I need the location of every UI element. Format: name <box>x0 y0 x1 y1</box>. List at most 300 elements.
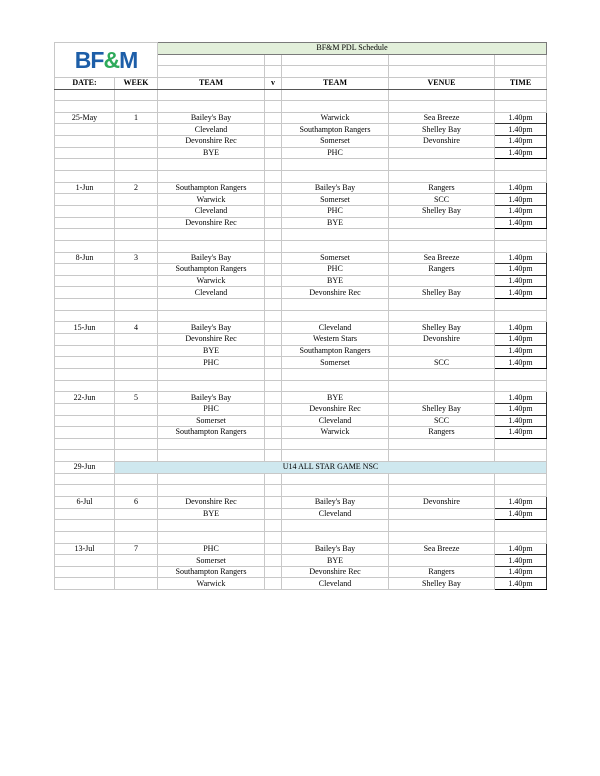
empty-cell <box>115 334 158 346</box>
empty-cell <box>389 159 495 171</box>
empty-cell <box>265 520 282 532</box>
date-cell: 8-Jun <box>55 252 115 264</box>
kickoff-time: 1.40pm <box>495 287 547 299</box>
empty-cell <box>389 229 495 241</box>
empty-cell <box>265 101 282 113</box>
away-team: PHC <box>282 205 389 217</box>
empty-cell <box>158 299 265 311</box>
spacer-row <box>55 520 547 532</box>
empty-cell <box>158 89 265 101</box>
fixture-row <box>55 205 547 217</box>
home-team: BYE <box>158 345 265 357</box>
empty-cell <box>389 310 495 322</box>
away-team: BYE <box>282 392 389 404</box>
kickoff-time: 1.40pm <box>495 566 547 578</box>
kickoff-time: 1.40pm <box>495 357 547 369</box>
away-team: Bailey's Bay <box>282 182 389 194</box>
versus-cell <box>265 427 282 439</box>
empty-cell <box>495 299 547 311</box>
empty-cell <box>55 147 115 159</box>
empty-cell <box>55 240 115 252</box>
versus-cell <box>265 322 282 334</box>
venue: Rangers <box>389 566 495 578</box>
empty-cell <box>158 473 265 485</box>
empty-cell <box>115 194 158 206</box>
kickoff-time: 1.40pm <box>495 578 547 590</box>
venue: Shelley Bay <box>389 287 495 299</box>
empty-cell <box>115 345 158 357</box>
home-team: Somerset <box>158 555 265 567</box>
away-team: Warwick <box>282 427 389 439</box>
empty-cell <box>115 566 158 578</box>
versus-cell <box>265 403 282 415</box>
empty-cell <box>55 89 115 101</box>
venue: Devonshire <box>389 136 495 148</box>
fixture-row <box>55 136 547 148</box>
empty-cell <box>282 368 389 380</box>
away-team: BYE <box>282 555 389 567</box>
empty-cell <box>115 438 158 450</box>
spacer-row <box>55 450 547 462</box>
versus-cell <box>265 136 282 148</box>
venue: Shelley Bay <box>389 403 495 415</box>
away-team: Cleveland <box>282 415 389 427</box>
fixture-row <box>55 217 547 229</box>
empty-cell <box>115 217 158 229</box>
empty-cell <box>55 101 115 113</box>
empty-cell <box>495 310 547 322</box>
empty-cell <box>389 368 495 380</box>
empty-cell <box>282 473 389 485</box>
home-team: Bailey's Bay <box>158 392 265 404</box>
empty-cell <box>158 310 265 322</box>
home-team: Bailey's Bay <box>158 322 265 334</box>
empty-cell <box>55 287 115 299</box>
empty-cell <box>389 520 495 532</box>
empty-cell <box>115 555 158 567</box>
away-team: PHC <box>282 264 389 276</box>
fixture-row <box>55 194 547 206</box>
empty-cell <box>282 229 389 241</box>
header-team-home: TEAM <box>158 77 265 89</box>
empty-cell <box>158 240 265 252</box>
empty-cell <box>115 415 158 427</box>
kickoff-time: 1.40pm <box>495 496 547 508</box>
kickoff-time: 1.40pm <box>495 136 547 148</box>
fixture-row <box>55 566 547 578</box>
kickoff-time: 1.40pm <box>495 415 547 427</box>
empty-cell <box>158 450 265 462</box>
away-team: Southampton Rangers <box>282 345 389 357</box>
empty-cell <box>115 380 158 392</box>
empty-cell <box>282 520 389 532</box>
spacer-row <box>55 89 547 101</box>
spacer-row <box>55 240 547 252</box>
fixture-row <box>55 182 547 194</box>
date-cell: 13-Jul <box>55 543 115 555</box>
spacer-row <box>55 485 547 497</box>
empty-cell <box>265 171 282 183</box>
versus-cell <box>265 112 282 124</box>
week-number: 4 <box>115 322 158 334</box>
week-number: 1 <box>115 112 158 124</box>
versus-cell <box>265 543 282 555</box>
empty-cell <box>158 485 265 497</box>
empty-cell <box>265 438 282 450</box>
spacer-row <box>55 101 547 113</box>
kickoff-time: 1.40pm <box>495 217 547 229</box>
kickoff-time: 1.40pm <box>495 322 547 334</box>
empty-cell <box>55 427 115 439</box>
kickoff-time: 1.40pm <box>495 264 547 276</box>
venue <box>389 345 495 357</box>
versus-cell <box>265 264 282 276</box>
home-team: PHC <box>158 357 265 369</box>
fixture-row <box>55 112 547 124</box>
empty-cell <box>389 171 495 183</box>
empty-cell <box>282 438 389 450</box>
versus-cell <box>265 194 282 206</box>
spacer-row <box>55 171 547 183</box>
home-team: Somerset <box>158 415 265 427</box>
schedule-sheet <box>54 42 546 590</box>
empty-cell <box>389 438 495 450</box>
empty-cell <box>115 89 158 101</box>
empty-cell <box>55 136 115 148</box>
home-team: Southampton Rangers <box>158 264 265 276</box>
kickoff-time: 1.40pm <box>495 205 547 217</box>
away-team: Southampton Rangers <box>282 124 389 136</box>
empty-cell <box>265 450 282 462</box>
fixture-row <box>55 543 547 555</box>
versus-cell <box>265 287 282 299</box>
versus-cell <box>265 147 282 159</box>
venue: Rangers <box>389 427 495 439</box>
fixture-row <box>55 334 547 346</box>
empty-cell <box>389 380 495 392</box>
versus-cell <box>265 508 282 520</box>
empty-cell <box>158 531 265 543</box>
empty-cell <box>495 101 547 113</box>
venue: Rangers <box>389 182 495 194</box>
home-team: Warwick <box>158 275 265 287</box>
header-week: WEEK <box>115 77 158 89</box>
kickoff-time: 1.40pm <box>495 403 547 415</box>
away-team: Devonshire Rec <box>282 287 389 299</box>
venue: Sea Breeze <box>389 112 495 124</box>
spacer-row <box>55 299 547 311</box>
bfm-logo: BF&M <box>74 46 138 73</box>
empty-cell <box>265 240 282 252</box>
date-cell: 6-Jul <box>55 496 115 508</box>
away-team: Somerset <box>282 136 389 148</box>
empty-cell <box>495 240 547 252</box>
home-team: Devonshire Rec <box>158 217 265 229</box>
away-team: Bailey's Bay <box>282 543 389 555</box>
away-team: Somerset <box>282 194 389 206</box>
empty-cell <box>115 287 158 299</box>
empty-cell <box>55 217 115 229</box>
kickoff-time: 1.40pm <box>495 543 547 555</box>
empty-cell <box>55 194 115 206</box>
fixture-row <box>55 427 547 439</box>
empty-cell <box>282 240 389 252</box>
empty-cell <box>265 380 282 392</box>
spacer-row <box>55 310 547 322</box>
kickoff-time: 1.40pm <box>495 182 547 194</box>
empty-cell <box>115 485 158 497</box>
empty-cell <box>389 473 495 485</box>
empty-cell <box>495 229 547 241</box>
empty-cell <box>55 566 115 578</box>
header-date: DATE: <box>55 77 115 89</box>
empty-cell <box>115 368 158 380</box>
venue: SCC <box>389 194 495 206</box>
versus-cell <box>265 217 282 229</box>
empty-cell <box>55 275 115 287</box>
empty-cell <box>265 531 282 543</box>
empty-cell <box>265 310 282 322</box>
date-cell: 15-Jun <box>55 322 115 334</box>
kickoff-time: 1.40pm <box>495 194 547 206</box>
away-team: Devonshire Rec <box>282 566 389 578</box>
venue: Devonshire <box>389 496 495 508</box>
empty-cell <box>55 124 115 136</box>
fixture-row <box>55 322 547 334</box>
week-number: 7 <box>115 543 158 555</box>
week-number: 6 <box>115 496 158 508</box>
kickoff-time: 1.40pm <box>495 124 547 136</box>
fixture-row <box>55 345 547 357</box>
home-team: Warwick <box>158 194 265 206</box>
away-team: Devonshire Rec <box>282 403 389 415</box>
kickoff-time: 1.40pm <box>495 252 547 264</box>
empty-cell <box>55 473 115 485</box>
spacer-row <box>55 368 547 380</box>
empty-cell <box>55 171 115 183</box>
empty-cell <box>158 520 265 532</box>
versus-cell <box>265 252 282 264</box>
venue <box>389 508 495 520</box>
empty-cell <box>265 229 282 241</box>
fixture-row <box>55 264 547 276</box>
home-team: Warwick <box>158 578 265 590</box>
header-versus: v <box>265 77 282 89</box>
empty-cell <box>55 450 115 462</box>
away-team: PHC <box>282 147 389 159</box>
empty-cell <box>495 89 547 101</box>
empty-cell <box>55 520 115 532</box>
versus-cell <box>265 415 282 427</box>
home-team: Bailey's Bay <box>158 252 265 264</box>
empty-cell <box>115 159 158 171</box>
empty-cell <box>282 531 389 543</box>
empty-cell <box>282 450 389 462</box>
empty-cell <box>265 485 282 497</box>
empty-cell <box>115 147 158 159</box>
empty-cell <box>158 380 265 392</box>
fixture-row <box>55 555 547 567</box>
date-cell: 25-May <box>55 112 115 124</box>
empty-cell <box>265 299 282 311</box>
away-team: Somerset <box>282 357 389 369</box>
kickoff-time: 1.40pm <box>495 345 547 357</box>
date-cell: 29-Jun <box>55 462 115 474</box>
empty-cell <box>55 438 115 450</box>
empty-cell <box>265 368 282 380</box>
venue: SCC <box>389 415 495 427</box>
empty-cell <box>55 310 115 322</box>
empty-cell <box>55 578 115 590</box>
home-team: Bailey's Bay <box>158 112 265 124</box>
empty-cell <box>55 299 115 311</box>
away-team: Cleveland <box>282 578 389 590</box>
week-number: 5 <box>115 392 158 404</box>
kickoff-time: 1.40pm <box>495 275 547 287</box>
empty-cell <box>282 299 389 311</box>
venue <box>389 392 495 404</box>
empty-cell <box>389 531 495 543</box>
empty-cell <box>55 368 115 380</box>
versus-cell <box>265 496 282 508</box>
empty-cell <box>55 334 115 346</box>
fixture-row <box>55 403 547 415</box>
fixture-row <box>55 124 547 136</box>
home-team: Cleveland <box>158 287 265 299</box>
empty-cell <box>265 159 282 171</box>
date-cell: 22-Jun <box>55 392 115 404</box>
empty-cell <box>55 555 115 567</box>
fixture-row <box>55 496 547 508</box>
versus-cell <box>265 182 282 194</box>
away-team: Western Stars <box>282 334 389 346</box>
schedule-table <box>54 42 547 590</box>
fixture-row <box>55 275 547 287</box>
empty-cell <box>495 159 547 171</box>
kickoff-time: 1.40pm <box>495 112 547 124</box>
header-row <box>55 77 547 89</box>
header-venue: VENUE <box>389 77 495 89</box>
fixture-row <box>55 508 547 520</box>
spacer-row <box>55 229 547 241</box>
empty-cell <box>265 473 282 485</box>
empty-cell <box>389 299 495 311</box>
empty-cell <box>495 473 547 485</box>
home-team: Cleveland <box>158 205 265 217</box>
versus-cell <box>265 275 282 287</box>
empty-cell <box>389 101 495 113</box>
header-time: TIME <box>495 77 547 89</box>
kickoff-time: 1.40pm <box>495 334 547 346</box>
away-team: BYE <box>282 217 389 229</box>
week-row <box>55 462 547 474</box>
away-team: Bailey's Bay <box>282 496 389 508</box>
empty-cell <box>495 485 547 497</box>
empty-cell <box>495 171 547 183</box>
event-banner: U14 ALL STAR GAME NSC <box>115 462 547 474</box>
kickoff-time: 1.40pm <box>495 392 547 404</box>
empty-cell <box>115 101 158 113</box>
empty-cell <box>55 264 115 276</box>
empty-cell <box>115 205 158 217</box>
kickoff-time: 1.40pm <box>495 147 547 159</box>
logo-cell <box>55 43 158 78</box>
kickoff-time: 1.40pm <box>495 555 547 567</box>
empty-cell <box>495 438 547 450</box>
empty-cell <box>158 368 265 380</box>
empty-cell <box>495 380 547 392</box>
versus-cell <box>265 392 282 404</box>
versus-cell <box>265 334 282 346</box>
empty-cell <box>55 229 115 241</box>
versus-cell <box>265 357 282 369</box>
empty-cell <box>55 403 115 415</box>
versus-cell <box>265 555 282 567</box>
empty-cell <box>282 171 389 183</box>
venue: Sea Breeze <box>389 252 495 264</box>
venue: Devonshire <box>389 334 495 346</box>
spacer-row <box>55 380 547 392</box>
venue: SCC <box>389 357 495 369</box>
date-cell: 1-Jun <box>55 182 115 194</box>
empty-cell <box>55 345 115 357</box>
fixture-row <box>55 252 547 264</box>
home-team: Cleveland <box>158 124 265 136</box>
empty-cell <box>389 89 495 101</box>
empty-cell <box>282 159 389 171</box>
empty-cell <box>115 299 158 311</box>
empty-cell <box>115 357 158 369</box>
home-team: Devonshire Rec <box>158 496 265 508</box>
empty-cell <box>282 101 389 113</box>
venue <box>389 147 495 159</box>
empty-cell <box>55 380 115 392</box>
venue: Shelley Bay <box>389 322 495 334</box>
versus-cell <box>265 205 282 217</box>
home-team: Devonshire Rec <box>158 136 265 148</box>
venue <box>389 555 495 567</box>
empty-cell <box>495 450 547 462</box>
empty-cell <box>115 275 158 287</box>
home-team: PHC <box>158 403 265 415</box>
venue <box>389 275 495 287</box>
home-team: BYE <box>158 147 265 159</box>
away-team: Somerset <box>282 252 389 264</box>
venue <box>389 217 495 229</box>
page-title: BF&M PDL Schedule <box>158 43 547 55</box>
empty-cell <box>158 438 265 450</box>
versus-cell <box>265 345 282 357</box>
venue: Shelley Bay <box>389 205 495 217</box>
spacer-row <box>55 473 547 485</box>
versus-cell <box>265 124 282 136</box>
home-team: Devonshire Rec <box>158 334 265 346</box>
away-team: Warwick <box>282 112 389 124</box>
header-team-away: TEAM <box>282 77 389 89</box>
empty-cell <box>115 240 158 252</box>
home-team: Southampton Rangers <box>158 566 265 578</box>
away-team: Cleveland <box>282 508 389 520</box>
empty-cell <box>55 357 115 369</box>
fixture-row <box>55 415 547 427</box>
empty-cell <box>55 485 115 497</box>
empty-cell <box>495 368 547 380</box>
fixture-row <box>55 287 547 299</box>
away-team: Cleveland <box>282 322 389 334</box>
fixture-row <box>55 392 547 404</box>
home-team: Southampton Rangers <box>158 182 265 194</box>
empty-cell <box>55 159 115 171</box>
